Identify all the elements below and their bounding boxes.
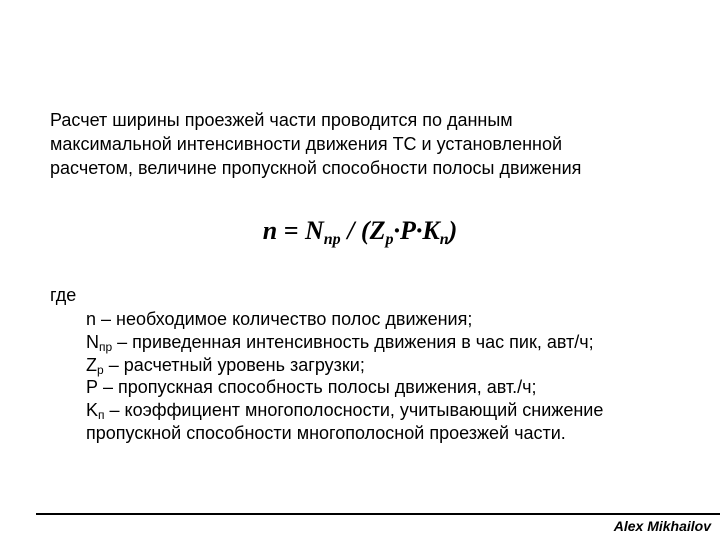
formula-kn-subscript: n [439,231,449,248]
formula-lhs: n = N [262,216,324,245]
footer-divider [36,513,720,515]
definition-symbol: Z [86,354,97,375]
definition-symbol: n [86,309,97,329]
formula-npr-subscript: пр [323,231,341,248]
intro-line: максимальной интенсивности движения ТС и установленной [50,134,563,154]
footer-author: Alex Mikhailov [613,518,711,534]
formula-middle: / (Z [340,216,386,245]
formula-zp-subscript: p [385,231,394,248]
definition-item [86,308,696,331]
formula-close: ) [448,216,458,245]
definition-text: – необходимое количество полос движения; [96,309,473,329]
definition-item [86,399,696,422]
intro-line: расчетом, величине пропускной способности полосы движения [50,158,582,178]
definition-item [86,331,696,354]
definition-subscript: р [97,362,104,377]
definition-text: – коэффициент многополосности, учитывающий снижение [104,400,604,421]
definition-continuation [86,422,696,445]
where-label: где [50,285,77,305]
definition-symbol: K [86,400,99,421]
definition-text: – приведенная интенсивность движения в час пик, авт/ч; [112,331,594,352]
definition-symbol: N [86,331,99,352]
lane-count-formula [0,214,720,248]
definition-symbol: P [86,377,99,398]
definition-subscript: пр [99,339,113,354]
definition-text: – расчетный уровень загрузки; [103,354,365,375]
formula-mid2: ·P·K [393,216,440,245]
definitions-list [86,308,696,445]
intro-paragraph [50,108,690,180]
definition-subscript: п [98,408,105,423]
definition-text: – пропускная способность полосы движения, авт./ч; [98,377,537,398]
definition-item [86,376,696,399]
definition-item [86,354,696,377]
intro-line: Расчет ширины проезжей части проводится по данным [50,110,513,130]
definition-text: пропускной способности многополосной проезжей части. [86,422,566,443]
